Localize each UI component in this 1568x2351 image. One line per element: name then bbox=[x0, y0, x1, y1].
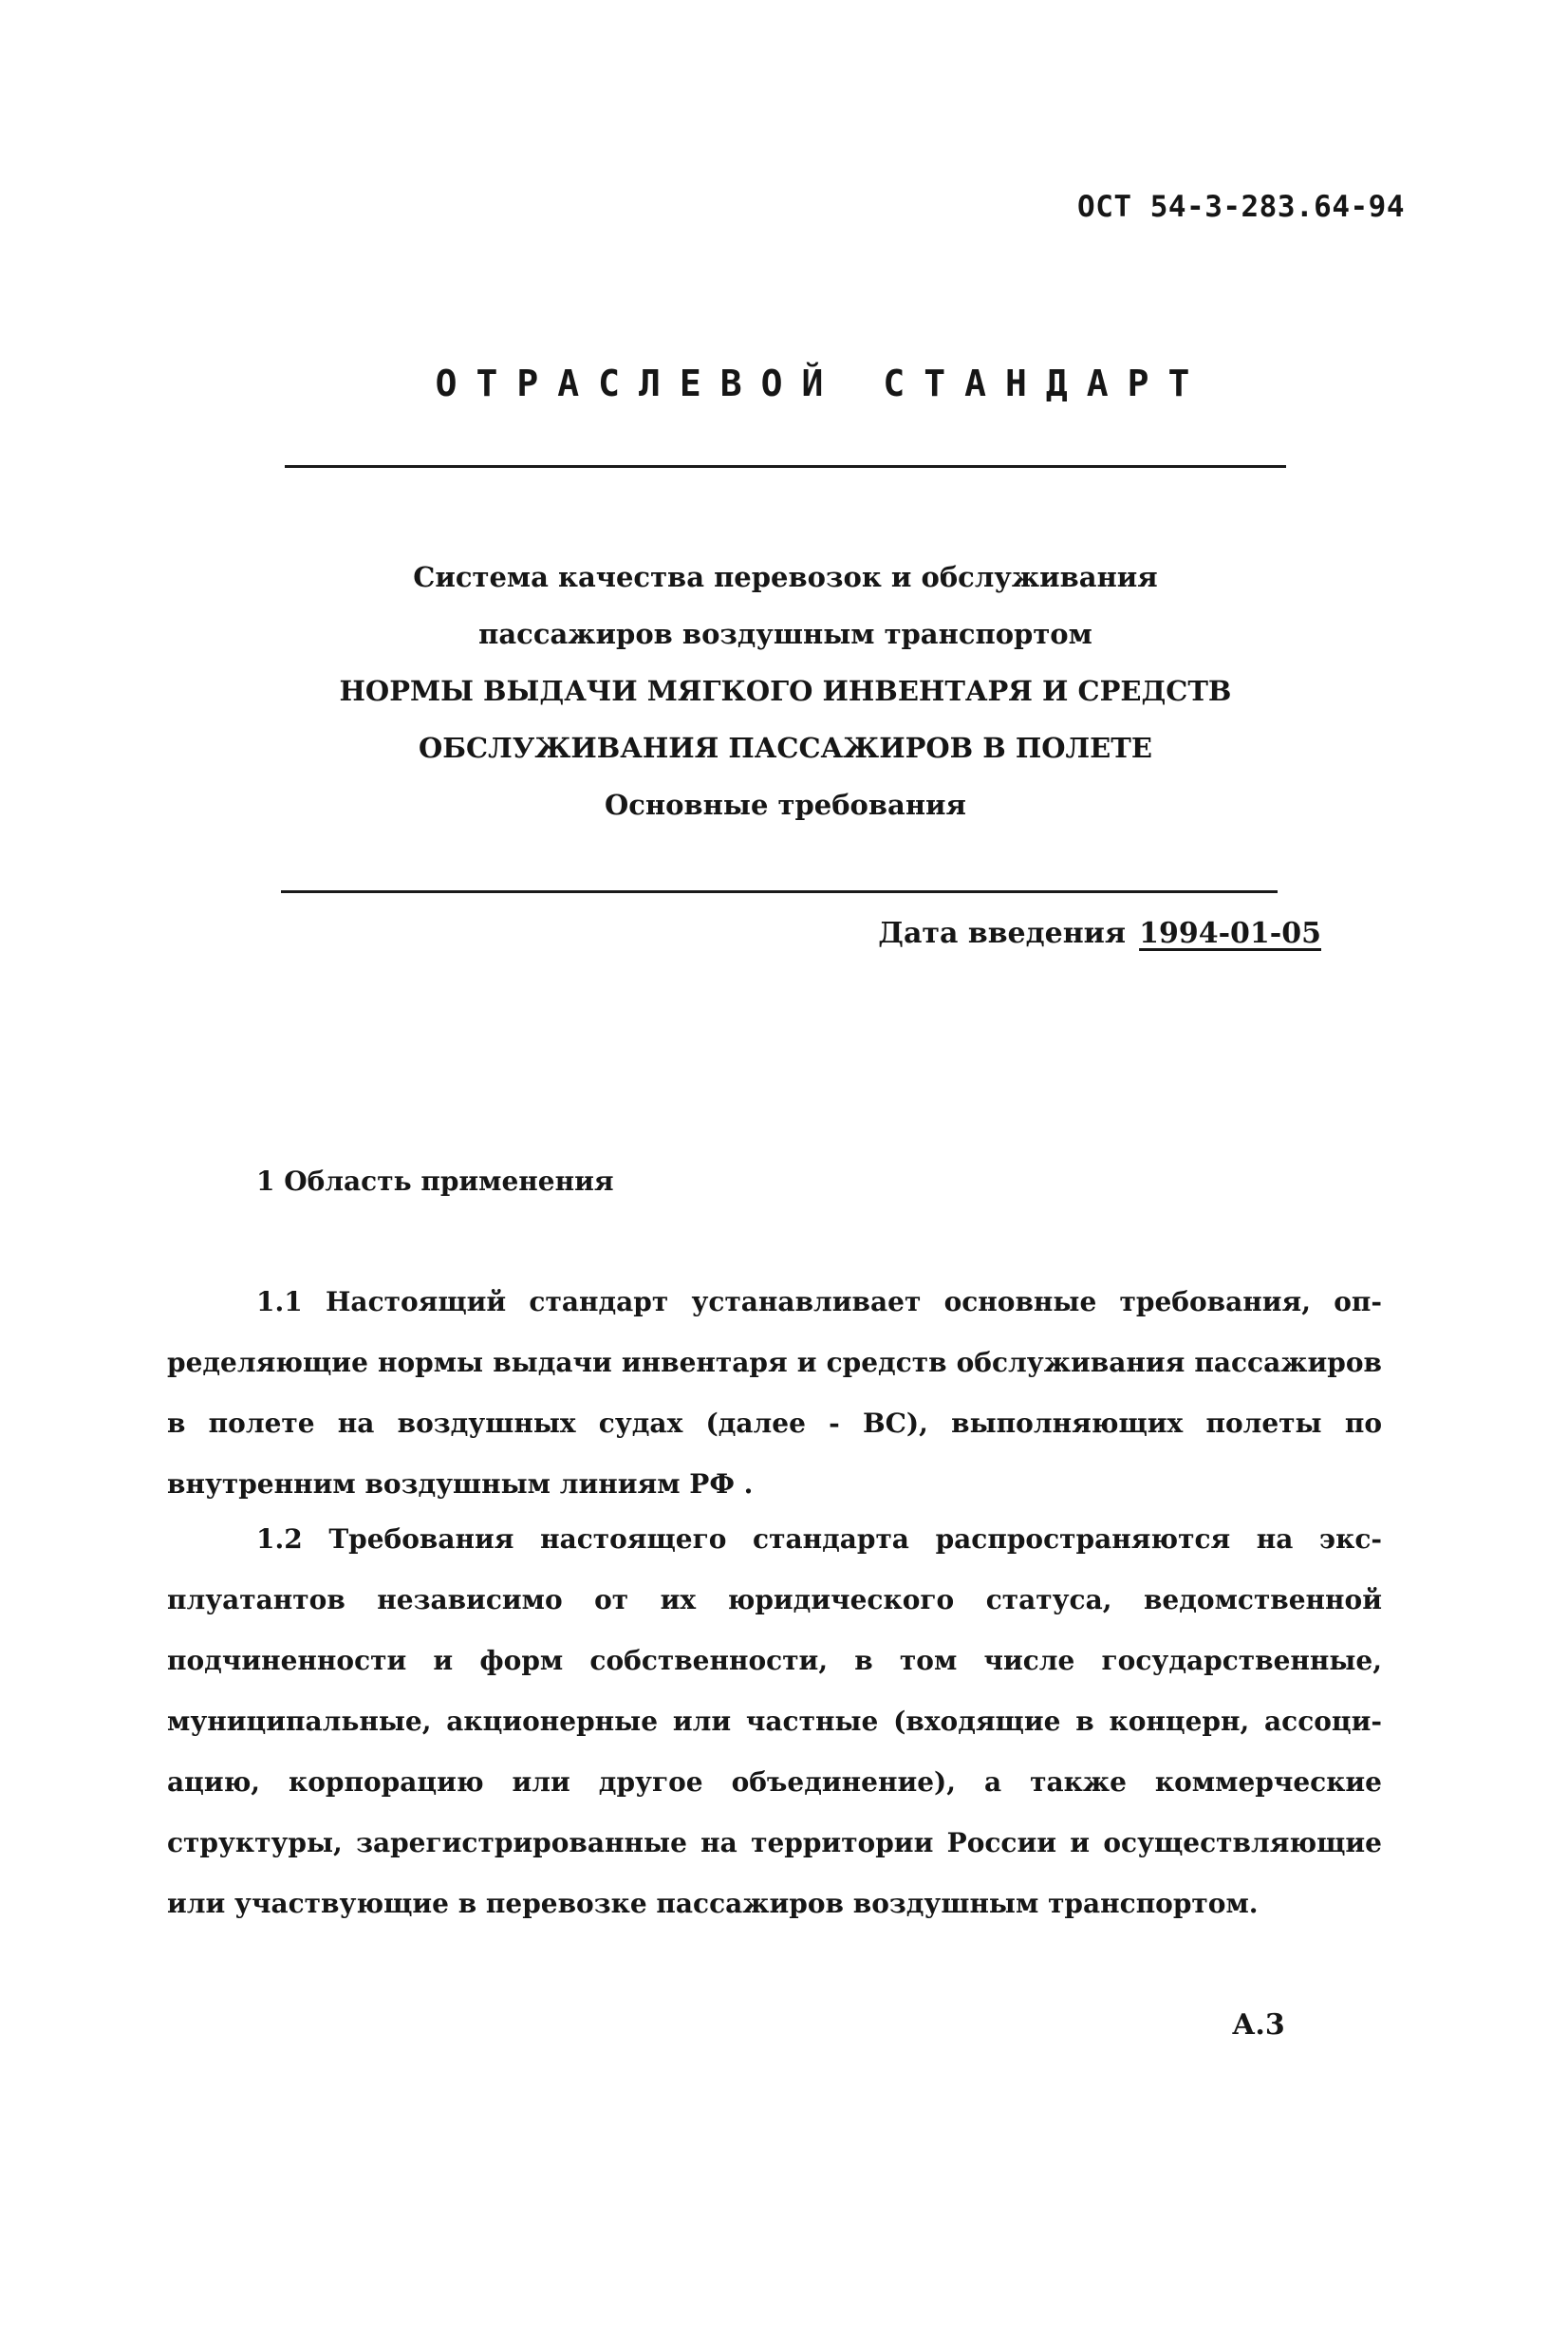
introduction-date-value: 1994-01-05 bbox=[1139, 917, 1321, 950]
paragraph-line: муниципальные, акционерные или частные (входящие в концерн, ассоци- bbox=[167, 1706, 1382, 1737]
paragraph-line: или участвующие в перевозке пассажиров воздушным транспортом. bbox=[167, 1888, 1259, 1919]
paragraph-line: 1.1 Настоящий стандарт устанавливает основные требования, оп- bbox=[256, 1286, 1382, 1317]
paragraph-1-1 bbox=[167, 1272, 1382, 1515]
section-heading: 1 Область применения bbox=[256, 1166, 614, 1197]
subject-line: пассажиров воздушным транспортом bbox=[478, 618, 1092, 650]
paragraph-line: подчиненности и форм собственности, в том числе государственные, bbox=[167, 1645, 1382, 1676]
standard-subject bbox=[285, 549, 1286, 833]
paragraph-line: плуатантов независимо от их юридического статуса, ведомственной bbox=[167, 1584, 1382, 1615]
paragraph-line: ацию, корпорацию или другое объединение), а также коммерческие bbox=[167, 1766, 1382, 1798]
page-number: А.3 bbox=[1232, 2008, 1285, 2042]
document-code: ОСТ 54-3-283.64-94 bbox=[1077, 190, 1405, 224]
standard-title: ОТРАСЛЕВОЙ СТАНДАРТ bbox=[435, 363, 1209, 404]
introduction-date-label: Дата введения bbox=[878, 917, 1127, 950]
paragraph-line: ределяющие нормы выдачи инвентаря и средств обслуживания пассажиров bbox=[167, 1347, 1382, 1378]
paragraph-1-2 bbox=[167, 1509, 1382, 1934]
introduction-date bbox=[878, 917, 1321, 950]
divider-bottom bbox=[281, 890, 1278, 893]
divider-top bbox=[285, 465, 1286, 468]
subject-line: Основные требования bbox=[605, 789, 966, 821]
paragraph-line: в полете на воздушных судах (далее - ВС), выполняющих полеты по bbox=[167, 1408, 1382, 1439]
paragraph-line: 1.2 Требования настоящего стандарта распространяются на экс- bbox=[256, 1523, 1382, 1555]
subject-line: Система качества перевозок и обслуживания bbox=[413, 561, 1158, 593]
subject-line: НОРМЫ ВЫДАЧИ МЯГКОГО ИНВЕНТАРЯ И СРЕДСТВ bbox=[339, 675, 1232, 707]
paragraph-line: внутренним воздушным линиям РФ . bbox=[167, 1468, 754, 1500]
paragraph-line: структуры, зарегистрированные на территории России и осуществляющие bbox=[167, 1827, 1382, 1858]
subject-line: ОБСЛУЖИВАНИЯ ПАССАЖИРОВ В ПОЛЕТЕ bbox=[419, 732, 1152, 764]
